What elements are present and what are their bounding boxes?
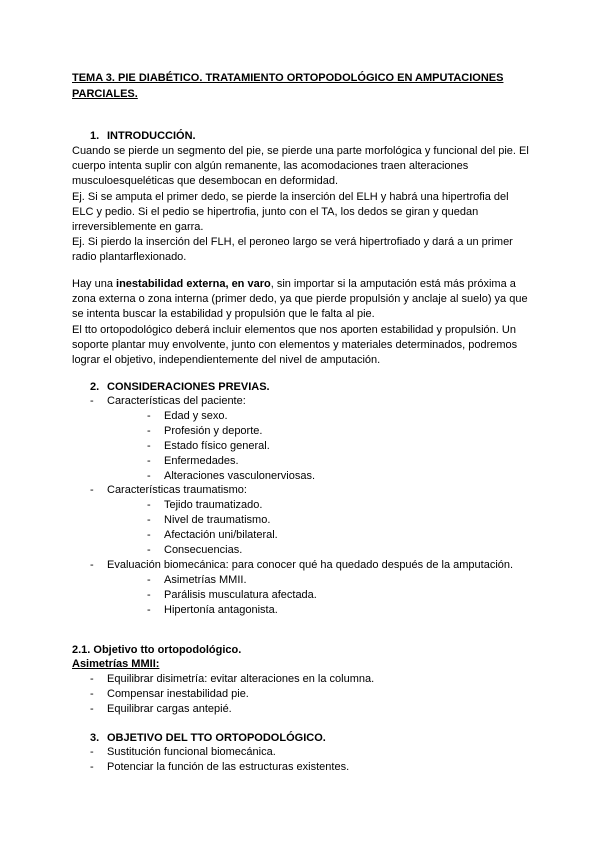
sublist [107,409,532,484]
subsection-2-1-heading: 2.1. Objetivo tto ortopodológico. [72,644,242,656]
list-item [72,483,532,558]
list-item: - Alteraciones vasculonerviosas. [107,469,532,484]
list-item: - Parálisis musculatura afectada. [107,588,532,603]
list-item: - Hipertonía antagonista. [107,603,532,618]
title-line-2: PARCIALES. [72,88,138,100]
intro-paragraphs-2 [72,277,532,368]
section-1-number: 1. [90,130,100,142]
section-1-heading [90,129,196,144]
intro-paragraph-1: Cuando se pierde un segmento del pie, se pierde una parte morfológica y funcional del pie. El cuerpo intenta suplir con algún remanente, las acomodaciones traen alteraciones musculoesqueléticas que desembocan en deformidad. [72,145,529,188]
considerations-list [72,394,532,618]
intro-p4-bold: inestabilidad externa, en varo [116,278,271,290]
list-item: - Profesión y deporte. [107,424,532,439]
title-line-1: TEMA 3. PIE DIABÉTICO. TRATAMIENTO ORTOPODOLÓGICO EN AMPUTACIONES [72,72,504,84]
list-item [72,394,532,483]
intro-paragraphs [72,144,532,266]
list-item: - Edad y sexo. [107,409,532,424]
section-3-title: OBJETIVO DEL TTO ORTOPODOLÓGICO. [107,732,326,744]
section-2-number: 2. [90,381,100,393]
list-item: - Estado físico general. [107,439,532,454]
sublist [107,498,532,558]
section-2-heading [90,380,270,395]
intro-paragraph-5: El tto ortopodológico deberá incluir elementos que nos aporten estabilidad y propulsión. Un soporte plantar muy envolvente, junto con elementos y materiales determinados, podremos lograr el objetivo, independientemente del nivel de amputación. [72,323,518,367]
intro-paragraph-2: Ej. Si se amputa el primer dedo, se pierde la inserción del ELH y habrá una hipertrofia del ELC y pedio. Si el pedio se hipertrofia, junto con el TA, los dedos se giran y quedan irreversiblemente en garra. [72,190,509,234]
section-1-title: INTRODUCCIÓN. [107,130,196,142]
section-2-title: CONSIDERACIONES PREVIAS. [107,381,270,393]
list-item: - Compensar inestabilidad pie. [72,687,532,702]
list-item: - Sustitución funcional biomecánica. [72,745,532,760]
document-title [72,70,522,102]
list-item: - Equilibrar cargas antepié. [72,702,532,717]
objetivo-list [72,672,532,717]
list-item: - Tejido traumatizado. [107,498,532,513]
list-item [72,558,532,618]
asimetrias-subheading: Asimetrías MMII: [72,658,160,670]
group-label: Evaluación biomecánica: para conocer qué ha quedado después de la amputación. [107,558,514,571]
list-item: - Nivel de traumatismo. [107,513,532,528]
tto-list [72,745,532,775]
list-item: - Afectación uni/bilateral. [107,528,532,543]
list-item: - Consecuencias. [107,543,532,558]
intro-paragraph-4 [72,277,532,323]
intro-p4-post: , sin importar si la amputación está más próxima a zona externa o zona interna (primer dedo, ya que pierde propulsión y anclaje al suelo) ya que se intenta buscar la estabilidad y propulsión que le falta al pie. [72,278,528,321]
intro-p4-pre: Hay una [72,278,117,290]
intro-paragraph-3: Ej. Si pierdo la inserción del FLH, el peroneo largo se verá hipertrofiado y dará a un primer radio plantarflexionado. [72,236,513,264]
group-label: Características traumatismo: [107,484,247,497]
section-3-heading [90,731,326,746]
section-3-number: 3. [90,732,100,744]
list-item: - Equilibrar disimetría: evitar alteraciones en la columna. [72,672,532,687]
list-item: - Asimetrías MMII. [107,573,532,588]
list-item: - Potenciar la función de las estructuras existentes. [72,760,532,775]
list-item: - Enfermedades. [107,454,532,469]
group-label: Características del paciente: [107,395,246,407]
sublist [107,573,532,618]
